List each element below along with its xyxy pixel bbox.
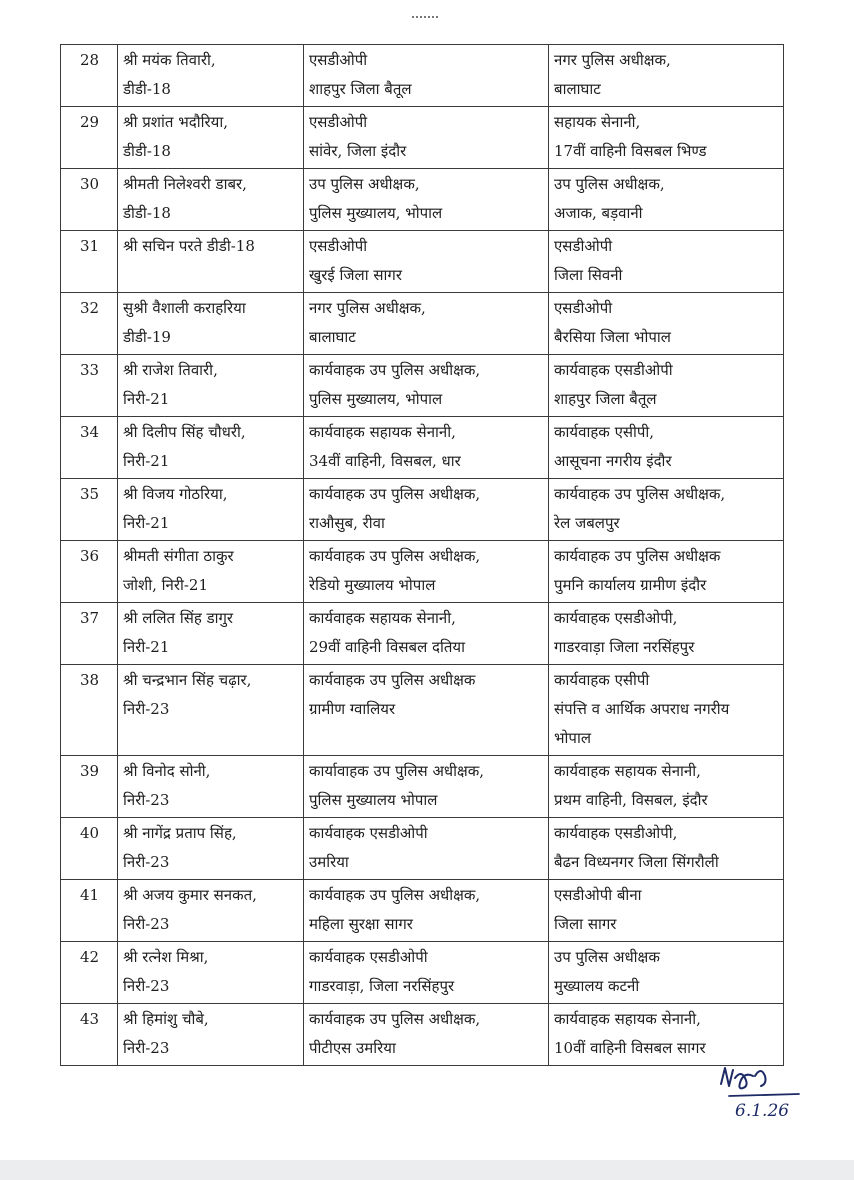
new-posting-line: बैरसिया जिला भोपाल: [554, 328, 671, 346]
new-posting-cell: [549, 603, 784, 665]
new-posting-line: मुख्यालय कटनी: [554, 977, 640, 995]
current-posting-line: 34वीं वाहिनी, विसबल, धार: [309, 452, 461, 470]
current-posting-cell: [304, 541, 549, 603]
handwritten-signature: [715, 1062, 805, 1132]
current-posting-line: ग्रामीण ग्वालियर: [309, 700, 396, 718]
current-posting-line: रेडियो मुख्यालय भोपाल: [309, 576, 436, 594]
officer-name-cell: [118, 942, 304, 1004]
officer-name-cell: [118, 603, 304, 665]
table-row: [61, 541, 784, 603]
officer-name-cell: [118, 880, 304, 942]
serial-number-cell: 34: [61, 417, 118, 479]
current-posting-line: पुलिस मुख्यालय, भोपाल: [309, 390, 443, 408]
new-posting-line: सहायक सेनानी,: [554, 113, 641, 131]
signature-date: 6.1.26: [735, 1101, 790, 1121]
officer-name-line: श्री रत्नेश मिश्रा,: [123, 948, 209, 966]
new-posting-line: कार्यवाहक उप पुलिस अधीक्षक,: [554, 485, 726, 503]
officer-name-line: निरी-23: [123, 977, 170, 995]
officer-name-line: निरी-23: [123, 1039, 170, 1057]
table-row: [61, 417, 784, 479]
current-posting-line: सांवेर, जिला इंदौर: [309, 142, 407, 160]
table-row: [61, 355, 784, 417]
serial-number-cell: 37: [61, 603, 118, 665]
officer-name-line: निरी-23: [123, 915, 170, 933]
new-posting-line: कार्यवाहक एसडीओपी,: [554, 609, 678, 627]
table-row: [61, 818, 784, 880]
new-posting-line: 17वीं वाहिनी विसबल भिण्ड: [554, 142, 707, 160]
officer-name-cell: [118, 169, 304, 231]
table-row: [61, 293, 784, 355]
current-posting-cell: [304, 231, 549, 293]
officer-name-line: सुश्री वैशाली कराहरिया: [123, 299, 246, 317]
serial-number-cell: 33: [61, 355, 118, 417]
serial-number-cell: 35: [61, 479, 118, 541]
officer-name-line: निरी-21: [123, 452, 170, 470]
officer-name-line: श्री विजय गोठरिया,: [123, 485, 228, 503]
new-posting-line: शाहपुर जिला बैतूल: [554, 390, 657, 408]
officer-name-line: निरी-21: [123, 514, 170, 532]
current-posting-line: कार्यवाहक सहायक सेनानी,: [309, 609, 456, 627]
new-posting-cell: [549, 479, 784, 541]
new-posting-line: गाडरवाड़ा जिला नरसिंहपुर: [554, 638, 695, 656]
current-posting-line: कार्यवाहक उप पुलिस अधीक्षक,: [309, 547, 481, 565]
serial-number-cell: 29: [61, 107, 118, 169]
current-posting-cell: [304, 756, 549, 818]
new-posting-line: 10वीं वाहिनी विसबल सागर: [554, 1039, 706, 1057]
officer-name-line: निरी-21: [123, 390, 170, 408]
new-posting-line: बैढन विध्यनगर जिला सिंगरौली: [554, 853, 719, 871]
serial-number-cell: 30: [61, 169, 118, 231]
new-posting-line: नगर पुलिस अधीक्षक,: [554, 51, 671, 69]
current-posting-line: पुलिस मुख्यालय भोपाल: [309, 791, 438, 809]
current-posting-line: कार्यवाहक एसडीओपी: [309, 948, 428, 966]
current-posting-cell: [304, 417, 549, 479]
table-row: [61, 479, 784, 541]
officer-name-line: डीडी-18: [123, 80, 171, 98]
current-posting-line: कार्यवाहक उप पुलिस अधीक्षक,: [309, 361, 481, 379]
current-posting-line: एसडीओपी: [309, 113, 368, 131]
serial-number-cell: 43: [61, 1004, 118, 1066]
current-posting-line: कार्यवाहक उप पुलिस अधीक्षक: [309, 671, 476, 689]
officer-name-cell: [118, 417, 304, 479]
serial-number-cell: 40: [61, 818, 118, 880]
new-posting-cell: [549, 231, 784, 293]
new-posting-line: रेल जबलपुर: [554, 514, 620, 532]
officer-name-line: श्री दिलीप सिंह चौधरी,: [123, 423, 246, 441]
current-posting-line: कार्यवाहक सहायक सेनानी,: [309, 423, 456, 441]
officer-name-cell: [118, 479, 304, 541]
current-posting-line: पीटीएस उमरिया: [309, 1039, 396, 1057]
serial-number-cell: 36: [61, 541, 118, 603]
current-posting-cell: [304, 169, 549, 231]
new-posting-cell: [549, 45, 784, 107]
officer-name-line: श्री मयंक तिवारी,: [123, 51, 216, 69]
table-row: [61, 1004, 784, 1066]
officer-name-line: श्री हिमांशु चौबे,: [123, 1010, 209, 1028]
new-posting-cell: [549, 880, 784, 942]
serial-number-cell: 32: [61, 293, 118, 355]
new-posting-cell: [549, 1004, 784, 1066]
new-posting-line: एसडीओपी बीना: [554, 886, 642, 904]
current-posting-cell: [304, 942, 549, 1004]
officer-name-line: निरी-21: [123, 638, 170, 656]
new-posting-cell: [549, 355, 784, 417]
table-row: [61, 665, 784, 756]
current-posting-cell: [304, 45, 549, 107]
new-posting-line: उप पुलिस अधीक्षक,: [554, 175, 665, 193]
new-posting-line: पुमनि कार्यालय ग्रामीण इंदौर: [554, 576, 707, 594]
current-posting-cell: [304, 880, 549, 942]
new-posting-cell: [549, 665, 784, 756]
new-posting-line: आसूचना नगरीय इंदौर: [554, 452, 672, 470]
serial-number-cell: 41: [61, 880, 118, 942]
current-posting-line: कार्यावाहक उप पुलिस अधीक्षक,: [309, 762, 485, 780]
serial-number-cell: 39: [61, 756, 118, 818]
table-row: [61, 169, 784, 231]
new-posting-cell: [549, 756, 784, 818]
officer-name-line: निरी-23: [123, 853, 170, 871]
current-posting-cell: [304, 1004, 549, 1066]
current-posting-line: शाहपुर जिला बैतूल: [309, 80, 412, 98]
officer-name-line: श्रीमती निलेश्वरी डाबर,: [123, 175, 247, 193]
current-posting-line: नगर पुलिस अधीक्षक,: [309, 299, 426, 317]
page-number-mark: [412, 16, 438, 21]
serial-number-cell: 31: [61, 231, 118, 293]
table-row: [61, 942, 784, 1004]
current-posting-line: राऔसुब, रीवा: [309, 514, 385, 532]
officer-name-line: श्री प्रशांत भदौरिया,: [123, 113, 228, 131]
officer-name-line: श्री अजय कुमार सनकत,: [123, 886, 257, 904]
current-posting-cell: [304, 479, 549, 541]
serial-number-cell: 28: [61, 45, 118, 107]
table-row: [61, 107, 784, 169]
new-posting-line: उप पुलिस अधीक्षक: [554, 948, 660, 966]
new-posting-line: कार्यवाहक सहायक सेनानी,: [554, 1010, 701, 1028]
current-posting-line: गाडरवाड़ा, जिला नरसिंहपुर: [309, 977, 455, 995]
new-posting-line: कार्यवाहक उप पुलिस अधीक्षक: [554, 547, 721, 565]
serial-number-cell: 42: [61, 942, 118, 1004]
current-posting-line: उमरिया: [309, 853, 349, 871]
new-posting-cell: [549, 107, 784, 169]
officer-name-cell: [118, 1004, 304, 1066]
current-posting-line: कार्यवाहक उप पुलिस अधीक्षक,: [309, 1010, 481, 1028]
officer-name-line: श्री नागेंद्र प्रताप सिंह,: [123, 824, 237, 842]
new-posting-line: एसडीओपी: [554, 299, 613, 317]
new-posting-line: प्रथम वाहिनी, विसबल, इंदौर: [554, 791, 708, 809]
new-posting-cell: [549, 169, 784, 231]
new-posting-cell: [549, 293, 784, 355]
current-posting-line: कार्यवाहक उप पुलिस अधीक्षक,: [309, 886, 481, 904]
current-posting-line: महिला सुरक्षा सागर: [309, 915, 413, 933]
page-gap: [0, 1160, 854, 1180]
serial-number-cell: 38: [61, 665, 118, 756]
officer-name-line: श्री राजेश तिवारी,: [123, 361, 218, 379]
officer-name-cell: [118, 107, 304, 169]
current-posting-line: एसडीओपी: [309, 51, 368, 69]
officer-name-cell: [118, 355, 304, 417]
current-posting-line: उप पुलिस अधीक्षक,: [309, 175, 420, 193]
current-posting-line: एसडीओपी: [309, 237, 368, 255]
table-row: [61, 603, 784, 665]
new-posting-line: कार्यवाहक एसीपी,: [554, 423, 655, 441]
new-posting-line: कार्यवाहक एसीपी: [554, 671, 650, 689]
new-posting-line: संपत्ति व आर्थिक अपराध नगरीय: [554, 700, 730, 718]
new-posting-line: एसडीओपी: [554, 237, 613, 255]
officer-name-line: श्री सचिन परते डीडी-18: [123, 237, 255, 255]
officer-name-cell: [118, 756, 304, 818]
officer-name-line: जोशी, निरी-21: [123, 576, 209, 594]
new-posting-cell: [549, 818, 784, 880]
new-posting-cell: [549, 417, 784, 479]
officer-name-line: डीडी-18: [123, 204, 171, 222]
current-posting-cell: [304, 603, 549, 665]
new-posting-cell: [549, 541, 784, 603]
new-posting-line: कार्यवाहक एसडीओपी: [554, 361, 673, 379]
new-posting-line: अजाक, बड़वानी: [554, 204, 643, 222]
officer-name-line: श्रीमती संगीता ठाकुर: [123, 547, 234, 565]
new-posting-line: कार्यवाहक एसडीओपी,: [554, 824, 678, 842]
officer-name-line: श्री चन्द्रभान सिंह चढ़ार,: [123, 671, 252, 689]
officer-name-line: श्री विनोद सोनी,: [123, 762, 211, 780]
current-posting-cell: [304, 293, 549, 355]
table-row: [61, 756, 784, 818]
new-posting-line: बालाघाट: [554, 80, 601, 98]
officer-name-line: श्री ललित सिंह डागुर: [123, 609, 234, 627]
new-posting-line: जिला सागर: [554, 915, 617, 933]
current-posting-cell: [304, 665, 549, 756]
officer-name-cell: [118, 231, 304, 293]
current-posting-cell: [304, 107, 549, 169]
officer-name-line: निरी-23: [123, 700, 170, 718]
transfer-table: [60, 44, 784, 1066]
new-posting-line: कार्यवाहक सहायक सेनानी,: [554, 762, 701, 780]
new-posting-cell: [549, 942, 784, 1004]
new-posting-line: जिला सिवनी: [554, 266, 623, 284]
officer-name-line: निरी-23: [123, 791, 170, 809]
officer-name-cell: [118, 818, 304, 880]
current-posting-line: कार्यवाहक उप पुलिस अधीक्षक,: [309, 485, 481, 503]
current-posting-line: खुरई जिला सागर: [309, 266, 402, 284]
officer-name-cell: [118, 541, 304, 603]
table-row: [61, 880, 784, 942]
officer-name-cell: [118, 665, 304, 756]
current-posting-line: कार्यवाहक एसडीओपी: [309, 824, 428, 842]
current-posting-line: पुलिस मुख्यालय, भोपाल: [309, 204, 443, 222]
current-posting-line: 29वीं वाहिनी विसबल दतिया: [309, 638, 465, 656]
new-posting-line: भोपाल: [554, 729, 592, 747]
officer-name-line: डीडी-18: [123, 142, 171, 160]
current-posting-line: बालाघाट: [309, 328, 356, 346]
table-row: [61, 45, 784, 107]
table-row: [61, 231, 784, 293]
current-posting-cell: [304, 355, 549, 417]
officer-name-cell: [118, 45, 304, 107]
officer-name-cell: [118, 293, 304, 355]
current-posting-cell: [304, 818, 549, 880]
officer-name-line: डीडी-19: [123, 328, 171, 346]
